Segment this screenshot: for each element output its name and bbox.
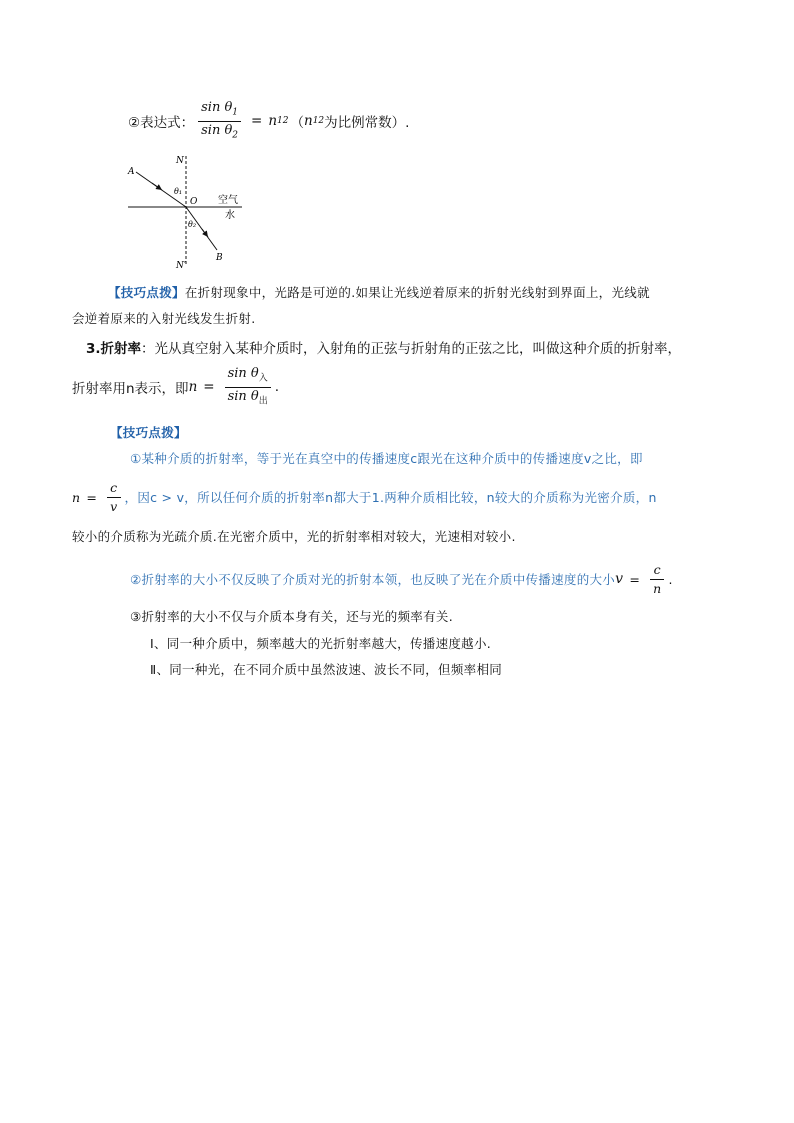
denominator-subscript: 2 [232,130,239,141]
tip2-p1-line3: 较小的介质称为光疏介质.在光密介质中，光的折射率相对较大，光速相对较小. [72,529,516,544]
section-title: 折射率 [100,341,142,357]
label-B: B [216,253,223,263]
tip-block-1 [108,283,650,301]
tip2-p2-text: ②折射率的大小不仅反映了介质对光的折射本领，也反映了光在介质中传播速度的大小 [130,572,616,587]
formula-n: n [72,489,81,505]
tip1-line1: 在折射现象中，光路是可逆的.如果让光线逆着原来的折射光线射到界面上，光线就 [184,285,650,300]
section-3-text: ：光从真空射入某种介质时，入射角的正弦与折射角的正弦之比，叫做这种介质的折射率， [141,341,682,357]
label-N-prime: N′ [176,261,186,271]
tip2-p2-end: . [668,571,673,587]
equals-sign: = [86,489,98,505]
label-N: N [176,156,184,166]
refractive-index-fraction [225,367,271,407]
denominator-subscript: 出 [258,396,268,407]
label-air: 空气 [218,195,238,206]
fraction-numerator: sin θ [201,100,233,116]
label-A: A [128,167,135,177]
tip2-p1-line1: ①某种介质的折射率，等于光在真空中的传播速度c跟光在这种介质中的传播速度v之比，即 [130,451,643,466]
equals-sign: = [203,379,215,395]
formula-v: v [615,571,624,587]
tip2-p3: ③折射率的大小不仅与介质本身有关，还与光的频率有关. [130,609,453,624]
ratio-n-subscript: 12 [277,116,289,126]
numerator-subscript: 1 [232,107,239,118]
tip2-item-2: Ⅱ、同一种光，在不同介质中虽然波速、波长不同，但频率相同 [150,662,503,677]
label-water: 水 [225,210,235,221]
tip2-p2 [130,558,673,600]
fraction-denominator: sin θ [201,122,233,138]
expression-line [128,100,409,142]
tip2-item-1: Ⅰ、同一种介质中，频率越大的光折射率越大，传播速度越小. [150,636,492,651]
refraction-diagram [122,152,252,272]
fraction-denominator: sin θ [227,388,259,404]
c-over-n-fraction [650,563,664,596]
section-3-end: . [274,379,280,395]
fraction-n: n [653,580,662,596]
section-number: 3. [86,341,101,357]
c-over-v-fraction [107,481,120,514]
expression-fraction [198,101,241,141]
label-theta2: θ₂ [188,220,197,229]
numerator-subscript: 入 [258,373,268,384]
fraction-v: v [110,498,118,514]
ratio-n: n [268,113,278,129]
equals-sign: = [251,113,263,129]
paren-text: 为比例常数）. [324,115,410,131]
paren-open: （ [290,115,304,131]
refractive-index-n: n [188,379,198,395]
section-3-line1 [86,337,681,357]
label-O: O [190,197,198,207]
section-3-prefix: 折射率用n表示，即 [72,381,189,397]
expression-prefix: ②表达式： [128,115,195,131]
fraction-numerator: sin θ [227,366,259,382]
fraction-c: c [650,563,664,580]
incident-arrow [152,183,162,190]
refracted-arrow [202,229,208,237]
paren-n: n [303,113,313,129]
tip-tag: 【技巧点拨】 [108,285,185,300]
section-3-line2 [72,366,279,408]
tip-tag-2: 【技巧点拨】 [110,425,187,440]
tip2-p1-line2-rest: ，因c > v，所以任何介质的折射率n都大于1.两种介质相比较，n较大的介质称为光密介质，n [124,490,657,505]
fraction-c: c [107,481,120,498]
equals-sign: = [629,571,641,587]
tip1-line2: 会逆着原来的入射光线发生折射. [72,311,256,326]
tip2-p1-line2 [72,476,657,518]
label-theta1: θ₁ [174,187,183,196]
paren-n-subscript: 12 [312,116,325,126]
